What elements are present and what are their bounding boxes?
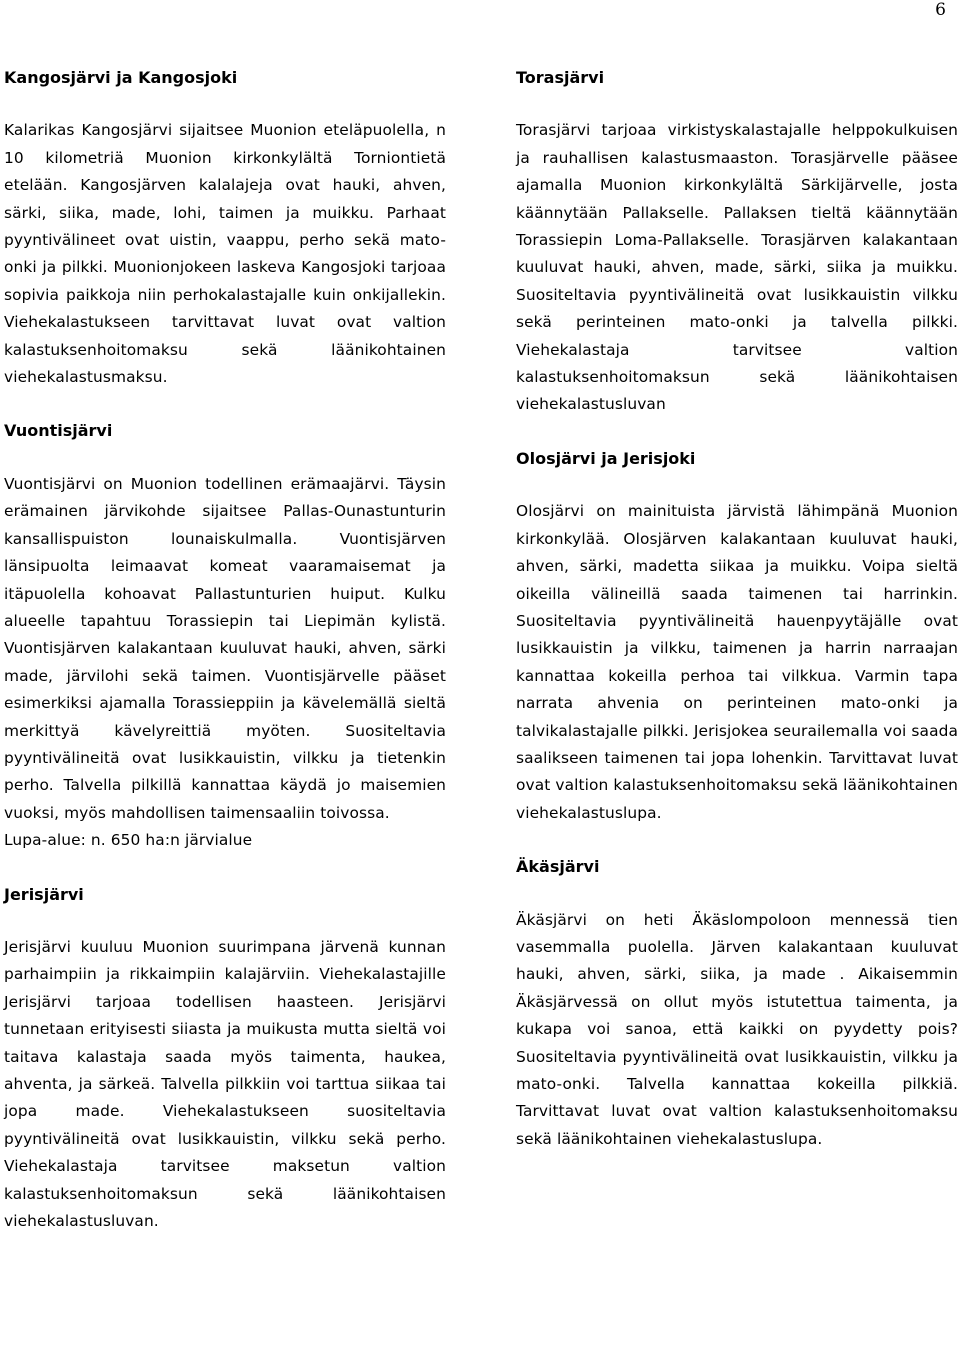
lupa-alue-line: Lupa-alue: n. 650 ha:n järvialue [4, 831, 253, 850]
section-heading: Torasjärvi [516, 68, 605, 87]
section-kangosjarvi [4, 64, 446, 391]
section-paragraph: Torasjärvi tarjoaa virkistyskalastajalle helppokulkuisen ja rauhallisen kalastusmaaston. Torasjärvelle pääsee ajamalla Muonion kirkonkylältä Särkijärvelle, josta käännytään Pallakselle. Pallaksen tieltä käännytään Torassiepin Loma-Pallakselle. Torasjärven kalakantaan kuuluvat hauki, ahven, made, särki, siika ja muikku. Suositeltavia pyyntivälineitä ovat lusikkauistin vilkku sekä perinteinen mato-onki ja talvella pilkki. Viehekalastaja tarvitsee valtion kalastuksenhoitomaksun sekä läänikohtaisen viehekalastusluvan [516, 121, 958, 414]
section-vuontisjarvi [4, 417, 446, 854]
section-paragraph: Olosjärvi on mainituista järvistä lähimpänä Muonion kirkonkylää. Olosjärven kalakantaan kuuluvat hauki, ahven, särki, madetta siikaa ja muikku. Voipa sieltä oikeilla välineillä saada taimenen tai harrinkin. Suositeltavia pyyntivälineitä hauenpyytäjälle ovat lusikkauistin ja vilkku, taimenen ja harrin narraajan kannattaa kokeilla perhoa tai vilkkua. Varmin tapa narrata ahvenia on perinteinen mato-onki ja talvikalastajalle pilkki. Jerisjokea seurailemalla voi saada saalikseen taimenen tai jopa lohenkin. Tarvittavat luvat ovat valtion kalastuksenhoitomaksu sekä läänikohtainen viehekalastuslupa. [516, 502, 958, 822]
section-heading: Jerisjärvi [4, 884, 84, 904]
page-number: 6 [935, 0, 946, 20]
section-heading: Kangosjärvi ja Kangosjoki [4, 68, 238, 87]
section-heading: Olosjärvi ja Jerisjoki [516, 448, 696, 468]
section-akasjarvi [516, 853, 958, 1153]
right-column [516, 64, 958, 1153]
section-paragraph: Äkäsjärvi on heti Äkäslompoloon mennessä tien vasemmalla puolella. Järven kalakantaan kuuluvat hauki, ahven, särki, siika, ja made . Aikaisemmin Äkäsjärvessä on ollut myös istutettua taimenta, ja kukapa voi sanoa, että kaikki on pyydetty pois? Suositeltavia pyyntivälineitä ovat lusikkauistin, vilkku ja mato-onki. Talvella kannattaa kokeilla pilkkiä. Tarvittavat luvat ovat valtion kalastuksenhoitomaksu sekä läänikohtainen viehekalastuslupa. [516, 910, 958, 1148]
section-heading: Äkäsjärvi [516, 857, 600, 877]
section-torasjarvi [516, 64, 958, 419]
section-paragraph: Kalarikas Kangosjärvi sijaitsee Muonion eteläpuolella, n 10 kilometriä Muonion kirkonkylältä Torniontietä etelään. Kangosjärven kalalajeja ovat hauki, ahven, särki, siika, made, lohi, taimen ja muikku. Parhaat pyyntivälineet ovat uistin, vaappu, perho sekä mato-onki ja pilkki. Muonionjokeen laskeva Kangosjoki tarjoaa sopivia paikkoja niin perhokalastajalle kuin onkijallekin. Viehekalastukseen tarvittavat luvat ovat valtion kalastuksenhoitomaksu sekä läänikohtainen viehekalastusmaksu. [4, 121, 446, 387]
left-column [4, 64, 446, 1235]
section-heading: Vuontisjärvi [4, 421, 113, 441]
section-paragraph: Vuontisjärvi on Muonion todellinen erämaajärvi. Täysin erämainen järvikohde sijaitsee Pallas-Ounastunturin kansallispuiston lounaiskulmalla. Vuontisjärven länsipuolta leimaavat komeat vaaramaisemat ja itäpuolella kohoavat Pallastunturien huiput. Kulku alueelle tapahtuu Torassiepin tai Liepimän kylistä. Vuontisjärven kalakantaan kuuluvat hauki, ahven, särki made, järvilohi sekä taimen. Vuontisjärvelle pääset esimerkiksi ajamalla Torassieppiin ja kävelemällä sieltä merkittyä kävelyreittiä myöten. Suositeltavia pyyntivälineitä ovat lusikkauistin, vilkku ja tietenkin perho. Talvella pilkillä kannattaa käydä jo maisemien vuoksi, myös mahdollisen taimensaaliin toivossa. [4, 474, 446, 822]
section-paragraph: Jerisjärvi kuuluu Muonion suurimpana järvenä kunnan parhaimpiin ja rikkaimpiin kalajärviin. Viehekalastajille Jerisjärvi tarjoaa todellisen haasteen. Jerisjärvi tunnetaan erityisesti siiasta ja muikusta mutta sieltä voi taitava kalastaja saada myös taimenta, haukea, ahventa, ja särkeä. Talvella pilkkiin voi tarttua siikaa tai jopa made. Viehekalastukseen suositeltavia pyyntivälineitä ovat lusikkauistin, vilkku sekä perho. Viehekalastaja tarvitsee maksetun valtion kalastuksenhoitomaksun sekä läänikohtaisen viehekalastusluvan. [4, 937, 446, 1231]
section-jerisjarvi [4, 881, 446, 1236]
section-olosjarvi-jerisjoki [516, 445, 958, 827]
